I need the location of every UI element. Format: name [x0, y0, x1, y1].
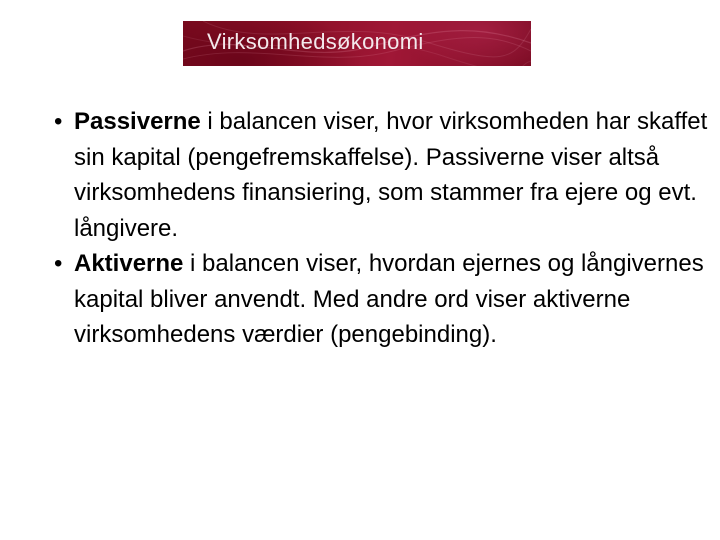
bullet-dot: •: [54, 250, 63, 277]
bullet-term: Aktiverne: [74, 250, 184, 277]
banner-title: Virksomhedsøkonomi: [207, 29, 424, 54]
bullet-item-passiverne: [48, 104, 708, 246]
bullet-term: Passiverne: [74, 108, 201, 135]
bullet-item-aktiverne: [48, 246, 708, 353]
bullet-dot: •: [54, 108, 63, 135]
header-banner: [183, 21, 531, 66]
bullet-list: [48, 104, 708, 353]
bullet-text: i balancen viser, hvor virksomheden har skaffet sin kapital (pengefremskaffelse). Passiverne viser altså virksomhedens finansiering, som stammer fra ejere og evt. långivere.: [74, 108, 708, 242]
bullet-text: i balancen viser, hvordan ejernes og långivernes kapital bliver anvendt. Med andre ord viser aktiverne virksomhedens værdier (pengebinding).: [74, 250, 704, 348]
